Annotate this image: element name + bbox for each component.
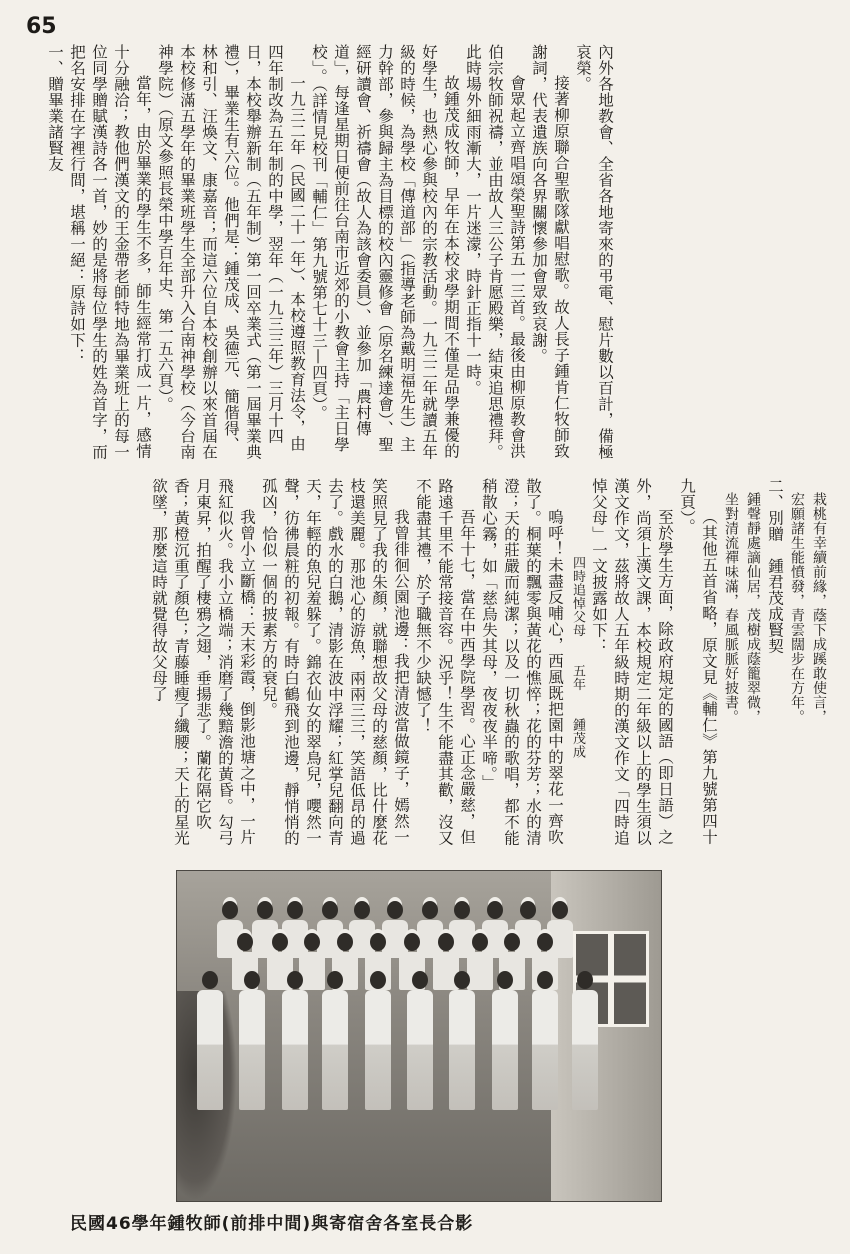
photo-person-head [387,901,403,919]
right-block-paragraph: （其他五首省略，原文見《輔仁》第九號第四十九頁）。 [678,478,718,845]
photo-person-head [422,901,438,919]
photo-person-head [497,971,513,989]
photo-person-body [532,990,558,1110]
photo-person-head [304,933,320,951]
photo-person-front [322,971,348,1110]
photo-person-head [472,933,488,951]
right-block-paragraph: 二、別贈 鍾君茂成賢契 [766,478,784,654]
right-block-paragraph: 栽桃有幸續前緣，蔭下成蹊敢使言， [811,492,827,724]
photo-person-body [197,990,223,1110]
photo-person-head [404,933,420,951]
right-block-paragraph: 鍾聲靜處謫仙居，茂樹成蔭籠翠微， [745,492,761,724]
photo-person-front [532,971,558,1110]
photo-person-head [552,901,568,919]
photo-person-body [282,990,308,1110]
photo-person-head [504,933,520,951]
left-block-paragraph: 故鍾茂成牧師，早年在本校求學期間不僅是品學兼優的好學生，也熱心參與校內的宗教活動。一九三二年就讀五年級的時候，為學校「傳道部」（指導老師為戴明福先生）主力幹部，參與歸主為目標的校內靈修會（原名練達會）、聖經研讀會、祈禱會（故人為該會委員）、並參加「農村傳道」，每逢星期日便前往台南市近郊的小教會主持「主日學校」。（詳情見校刊「輔仁」第九號第七十三—四頁）。 [310,44,460,460]
left-block-paragraph: 當年，由於畢業的學生不多，師生經常打成一片，感情十分融洽；教他們漢文的王金帶老師特地為畢業班上的每一位同學贈賦漢詩各一首，妙的是將每位學生的姓為首字，而把名安排在字裡行間，堪稱一絕：原詩如下： [68,44,152,460]
photo-person-head [577,971,593,989]
right-block-paragraph: 至於學生方面，除政府規定的國語（即日語）之外，尚須上漢文課，本校規定二年級以上的學生須以漢文作文，茲將故人五年級時期的漢文作文「四時追悼父母」一文披露如下： [590,478,674,846]
group-photo [176,870,662,1202]
photo-person-front [197,971,223,1110]
photo-person-head [454,901,470,919]
article-text-upper-left [26,44,616,462]
photo-person-head [222,901,238,919]
page-number: 65 [26,14,57,39]
right-block-paragraph: 我曾徘徊公園池邊：我把清波當做鏡子，嫣然一笑照見了我的朱顏，就聯想故父母的慈顏，比什麼花枝還美麗。那池心的游魚，兩兩三三，笑語低昂的過去了。戲水的白鵝，清影在波中浮耀；紅掌兒翻向青天，年輕的魚兒羞躲了。錦衣仙女的翠鳥兒，嚶然一聲，彷彿晨粧的初報。有時白鶴飛到池邊，靜悄悄的孤凶，恰似一個的披素方的衰兒。 [260,478,410,846]
photo-person-body [492,990,518,1110]
left-block-paragraph: 一、贈畢業諸賢友 [46,44,64,172]
photo-person-head [287,901,303,919]
photo-person-head [537,971,553,989]
photo-person-head [337,933,353,951]
photo-person-head [370,971,386,989]
photo-person-body [322,990,348,1110]
photo-person-body [407,990,433,1110]
photo-person-head [327,971,343,989]
photo-person-front [407,971,433,1110]
photo-person-head [237,933,253,951]
photo-person-front [282,971,308,1110]
photo-person-front [365,971,391,1110]
right-block-paragraph: 嗚呼！未盡反哺心，西風既把園中的翠花一齊吹散了。桐葉的飄零與黃花的憔悴；花的芬芳；水的清澄；天的莊嚴而純潔；以及一切秋蟲的歌唱，都不能稍散心霧，如「慈烏失其母，夜夜夜半啼。」 [480,478,564,846]
right-block-paragraph: 我曾小立斷橋：天末彩霞，倒影池塘之中，一片飛紅似火。我小立橋端；消磨了幾黯澹的黃昏。勾弓月東昇，拍醒了棲鴉之翅，垂揚悲了。蘭花隔它吹香；黃橙沉重了顏色；青藤睡瘦了纖腰；天上的星光欲墜，那麼這時就覺得故父母了 [150,478,256,846]
right-block-paragraph: 坐對清流禪味滿，春風脈脈好披書。 [723,492,739,724]
photo-person-front [492,971,518,1110]
photo-person-body [572,990,598,1110]
photo-person-body [365,990,391,1110]
left-block-paragraph: 接著柳原聯合聖歌隊獻唱慰歌。故人長子鍾肯仁牧師致謝詞，代表遺族向各界關懷參加會眾致哀謝。 [530,44,570,459]
photo-person-head [272,933,288,951]
right-block-paragraph: 宏願諸生能憤發，青雲闊步在方年。 [789,492,805,724]
photo-person-head [202,971,218,989]
photo-person-head [244,971,260,989]
photo-person-head [537,933,553,951]
left-block-paragraph: 一九三二年（民國二十一年）、本校遵照教育法令，由四年制改為五年制的中學，翌年（一九三三年）三月十四日，本校舉辦新制（五年制）第一回卒業式（第一屆畢業典禮），畢業生有六位。他們是：鍾茂成、吳德元、簡偕得、林和引、汪煥文、康嘉音；而這六位自本校創辦以來首屆在本校修滿五學年的畢業班學生全部升入台南神學校（今台南神學院）（原文參照長榮中學百年史、第一五六頁）。 [156,44,306,460]
photo-person-head [322,901,338,919]
left-block-paragraph: 會眾起立齊唱頌榮聖詩第五一三首。最後由柳原教會洪伯宗牧師祝禱，並由故人三公子肯愿殿樂，結束追思禮拜。此時場外細雨漸大，一片迷濛，時針正指十一時。 [464,44,526,460]
photo-person-body [239,990,265,1110]
photo-person-head [520,901,536,919]
photo-person-head [487,901,503,919]
photo-person-body [449,990,475,1110]
left-block-paragraph: 內外各地教會、全省各地寄來的弔電、慰片數以百計，備極哀榮。 [574,44,614,460]
photo-person-head [454,971,470,989]
photo-person-head [438,933,454,951]
photo-person-head [287,971,303,989]
photo-person-head [257,901,273,919]
photo-caption: 民國46學年鍾牧師(前排中間)與寄宿舍各室長合影 [70,1214,474,1234]
article-text-right-column [150,478,830,858]
photo-person-head [370,933,386,951]
photo-person-front [449,971,475,1110]
photo-person-head [354,901,370,919]
photo-person-front [239,971,265,1110]
right-block-paragraph: 四時追悼父母 五年 鍾茂成 [570,556,585,759]
photo-person-head [412,971,428,989]
photo-person-front [572,971,598,1110]
right-block-paragraph: 吾年十七，當在中西學院學習。心正念嚴慈，但路遠千里不能常接音容。況乎！生不能盡其歡，沒又不能盡其禮，於子職無不少缺憾了！ [414,478,476,846]
